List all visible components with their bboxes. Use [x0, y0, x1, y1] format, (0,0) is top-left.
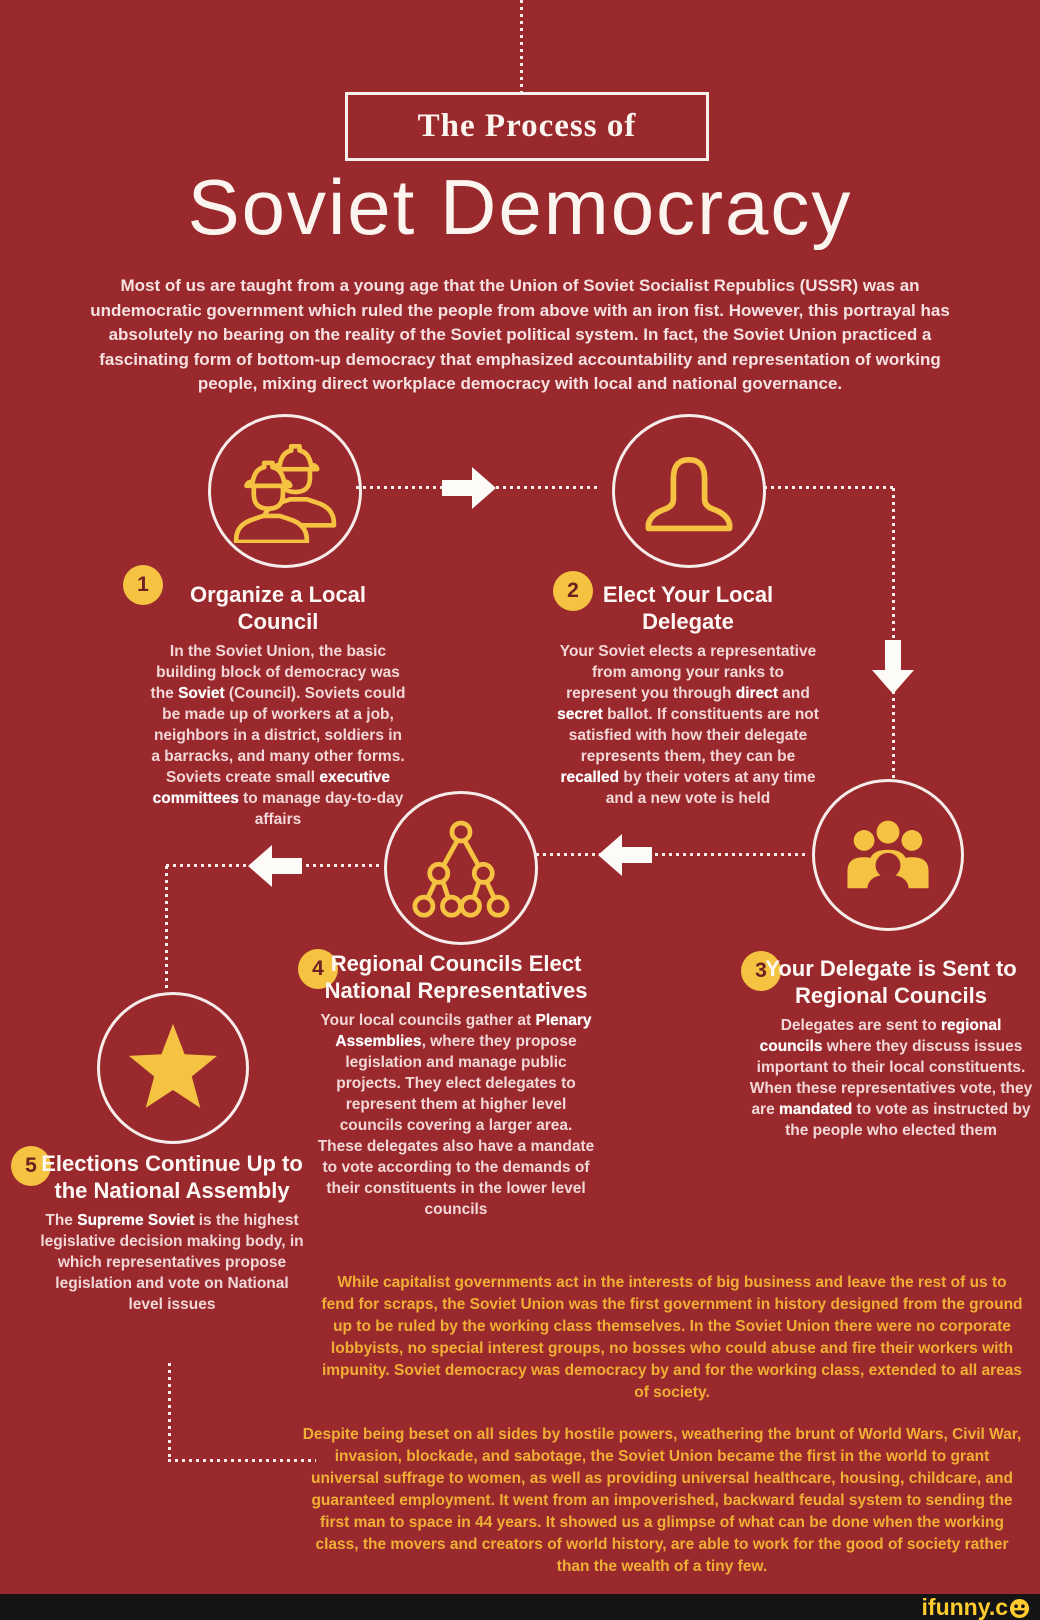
conclusion-paragraph-2: Despite being beset on all sides by hostile powers, weathering the brunt of World Wars, Civil War, invasion, blockade, and sabotage, the Soviet Union became the first in the world to grant universal suffrage to women, as well as providing universal healthcare, housing, childcare, and guaranteed employment. It went from an impoverished, backward feudal system to sending the first man to space in 44 years. It showed us a glimpse of what can be done when the working class, the movers and creators of world history, are able to work for the good of society rather than the wealth of a tiny few.	[302, 1426, 1022, 1575]
intro-paragraph: Most of us are taught from a young age that the Union of Soviet Socialist Republics (USSR) was an undemocratic government which ruled the people from above with an iron fist. However, this portrayal has absolutely no bearing on the reality of the Soviet political system. In fact, the Soviet Union practiced a fascinating form of bottom-up democracy that emphasized accountability and representation of working people, mixing direct workplace democracy with local and national governance.	[90, 276, 950, 393]
ifunny-logo-text: ifunny.c	[921, 1593, 1008, 1620]
step-3-section	[749, 955, 1033, 1141]
step-number-badge: 5	[11, 1146, 51, 1186]
step-2-icon-circle	[612, 414, 766, 568]
star-icon	[115, 1010, 231, 1126]
step-title: Regional Councils Elect National Representatives	[324, 951, 588, 1003]
arrow-right-icon	[442, 465, 498, 511]
step-body: The Supreme Soviet is the highest legislative decision making body, in which representatives propose legislation and vote on National level issues	[40, 1212, 304, 1313]
construction-workers-icon	[233, 439, 337, 543]
step-5-icon-circle	[97, 992, 249, 1144]
process-kicker: The Process of	[345, 92, 709, 161]
people-group-icon	[836, 803, 940, 907]
step-4-section	[316, 950, 596, 1220]
step-2-section	[556, 581, 820, 809]
step-body: Your Soviet elects a representative from among your ranks to represent you through direct and secret ballot. If constituents are not satisfied with how their delegate represents them, they can be recalled by their voters at any time and a new vote is held	[557, 643, 819, 807]
step-title: Your Delegate is Sent to Regional Councils	[765, 956, 1017, 1008]
dotted-connector-top	[520, 0, 523, 92]
step-body: Delegates are sent to regional councils where they discuss issues important to their local constituents. When these representatives vote, they are mandated to vote as instructed by the people who elected them	[749, 1017, 1033, 1139]
ifunny-watermark-bar	[0, 1594, 1040, 1620]
hierarchy-tree-icon	[408, 815, 514, 921]
step-title: Elections Continue Up to the National Assembly	[41, 1151, 303, 1203]
step-body: In the Soviet Union, the basic building block of democracy was the Soviet (Council). Soviets could be made up of workers at a job, neighbors in a district, soldiers in a barracks, and many other forms. Soviets create small executive committees to manage day-to-day affairs	[150, 643, 406, 828]
step-number-badge: 2	[553, 571, 593, 611]
dotted-connector-2-corner	[764, 486, 895, 489]
step-4-icon-circle	[384, 791, 538, 945]
ifunny-logo	[922, 1595, 1030, 1619]
dotted-connector-down-right	[892, 488, 895, 778]
step-number-badge: 4	[298, 949, 338, 989]
arrow-left-icon	[246, 843, 302, 889]
step-title: Organize a Local Council	[189, 582, 367, 634]
person-icon	[637, 439, 741, 543]
step-body: Your local councils gather at Plenary Assemblies, where they propose legislation and manage public projects. They elect delegates to represent them at higher level councils covering a larger area. These delegates also have a mandate to vote according to the demands of their constituents in the lower level councils	[317, 1012, 595, 1218]
arrow-left-icon	[596, 832, 652, 878]
dotted-connector-down-left	[165, 866, 168, 992]
conclusion-paragraph-1: While capitalist governments act in the interests of big business and leave the rest of us to fend for scraps, the Soviet Union was the first government in history designed from the ground up to be ruled by the working class themselves. In the Soviet Union there were no corporate lobbyists, no special interest groups, no bosses who could abuse and fire their workers with impunity. Soviet democracy was democracy by and for the working class, extended to all areas of society.	[321, 1274, 1023, 1401]
step-1-icon-circle	[208, 414, 362, 568]
step-number-badge: 3	[741, 951, 781, 991]
step-5-section	[38, 1150, 306, 1315]
dotted-connector-tail-horizontal	[168, 1459, 316, 1462]
page-title: Soviet Democracy	[187, 163, 853, 251]
dotted-connector-tail-vertical	[168, 1363, 171, 1460]
step-number-badge: 1	[123, 565, 163, 605]
step-title: Elect Your Local Delegate	[602, 582, 774, 634]
step-1-section	[150, 581, 406, 830]
smiley-face-icon	[1009, 1598, 1030, 1619]
step-3-icon-circle	[812, 779, 964, 931]
arrow-down-icon	[870, 640, 916, 696]
dotted-connector-3-4	[536, 853, 808, 856]
